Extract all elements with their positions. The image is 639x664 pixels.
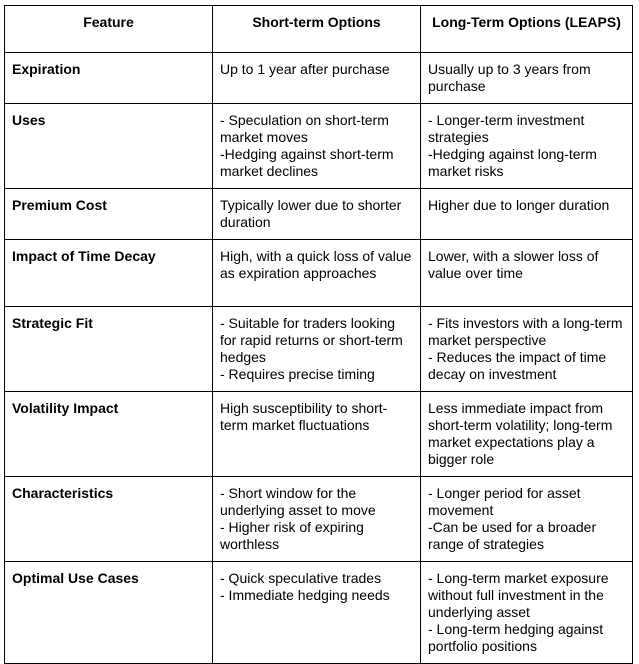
long-term-cell — [421, 562, 633, 664]
cell-line: Up to 1 year after purchase — [220, 61, 390, 77]
long-term-cell — [421, 392, 633, 477]
comparison-table-wrapper — [4, 5, 632, 664]
short-term-cell — [213, 307, 421, 392]
cell-line: - Quick speculative trades — [220, 570, 382, 586]
feature-cell: Optimal Use Cases — [5, 562, 213, 664]
cell-line: - Requires precise timing — [220, 366, 375, 382]
long-term-cell — [421, 240, 633, 307]
table-row — [5, 240, 633, 307]
long-term-cell — [421, 189, 633, 240]
cell-line: - Reduces the impact of time decay on investment — [428, 349, 611, 382]
cell-line: High, with a quick loss of value as expiration approaches — [220, 248, 416, 281]
feature-cell: Characteristics — [5, 477, 213, 562]
cell-line: - Fits investors with a long-term market perspective — [428, 315, 627, 348]
short-term-cell — [213, 53, 421, 104]
cell-line: Typically lower due to shorter duration — [220, 197, 406, 230]
cell-line: - Long-term hedging against portfolio positions — [428, 621, 607, 654]
feature-cell: Uses — [5, 104, 213, 189]
cell-line: Lower, with a slower loss of value over time — [428, 248, 603, 281]
cell-line: High susceptibility to short-term market fluctuations — [220, 400, 388, 433]
cell-line: -Hedging against short-term market declines — [220, 146, 398, 179]
table-row — [5, 307, 633, 392]
short-term-cell — [213, 562, 421, 664]
header-feature: Feature — [5, 6, 213, 53]
cell-line: - Higher risk of expiring worthless — [220, 519, 368, 552]
feature-cell: Volatility Impact — [5, 392, 213, 477]
header-long-term: Long-Term Options (LEAPS) — [421, 6, 633, 53]
cell-line: - Short window for the underlying asset to move — [220, 485, 376, 518]
cell-line: -Can be used for a broader range of strategies — [428, 519, 600, 552]
short-term-cell — [213, 392, 421, 477]
cell-line: - Speculation on short-term market moves — [220, 112, 393, 145]
cell-line: - Suitable for traders looking for rapid returns or short-term hedges — [220, 315, 407, 365]
short-term-cell — [213, 104, 421, 189]
options-comparison-table — [4, 5, 633, 664]
table-row — [5, 477, 633, 562]
feature-cell: Premium Cost — [5, 189, 213, 240]
feature-cell: Impact of Time Decay — [5, 240, 213, 307]
cell-line: Less immediate impact from short-term volatility; long-term market expectations play a bigger role — [428, 400, 617, 467]
cell-line: Higher due to longer duration — [428, 197, 610, 213]
short-term-cell — [213, 240, 421, 307]
feature-cell: Expiration — [5, 53, 213, 104]
long-term-cell — [421, 477, 633, 562]
table-row — [5, 104, 633, 189]
table-header-row — [5, 6, 633, 53]
cell-line: - Longer-term investment strategies — [428, 112, 589, 145]
table-row — [5, 392, 633, 477]
short-term-cell — [213, 189, 421, 240]
cell-line: -Hedging against long-term market risks — [428, 146, 601, 179]
cell-line: - Immediate hedging needs — [220, 587, 390, 603]
cell-line: - Long-term market exposure without full investment in the underlying asset — [428, 570, 613, 620]
short-term-cell — [213, 477, 421, 562]
header-short-term: Short-term Options — [213, 6, 421, 53]
cell-line: Usually up to 3 years from purchase — [428, 61, 595, 94]
table-row — [5, 189, 633, 240]
long-term-cell — [421, 104, 633, 189]
table-row — [5, 562, 633, 664]
long-term-cell — [421, 53, 633, 104]
long-term-cell — [421, 307, 633, 392]
table-row — [5, 53, 633, 104]
feature-cell: Strategic Fit — [5, 307, 213, 392]
cell-line: - Longer period for asset movement — [428, 485, 585, 518]
